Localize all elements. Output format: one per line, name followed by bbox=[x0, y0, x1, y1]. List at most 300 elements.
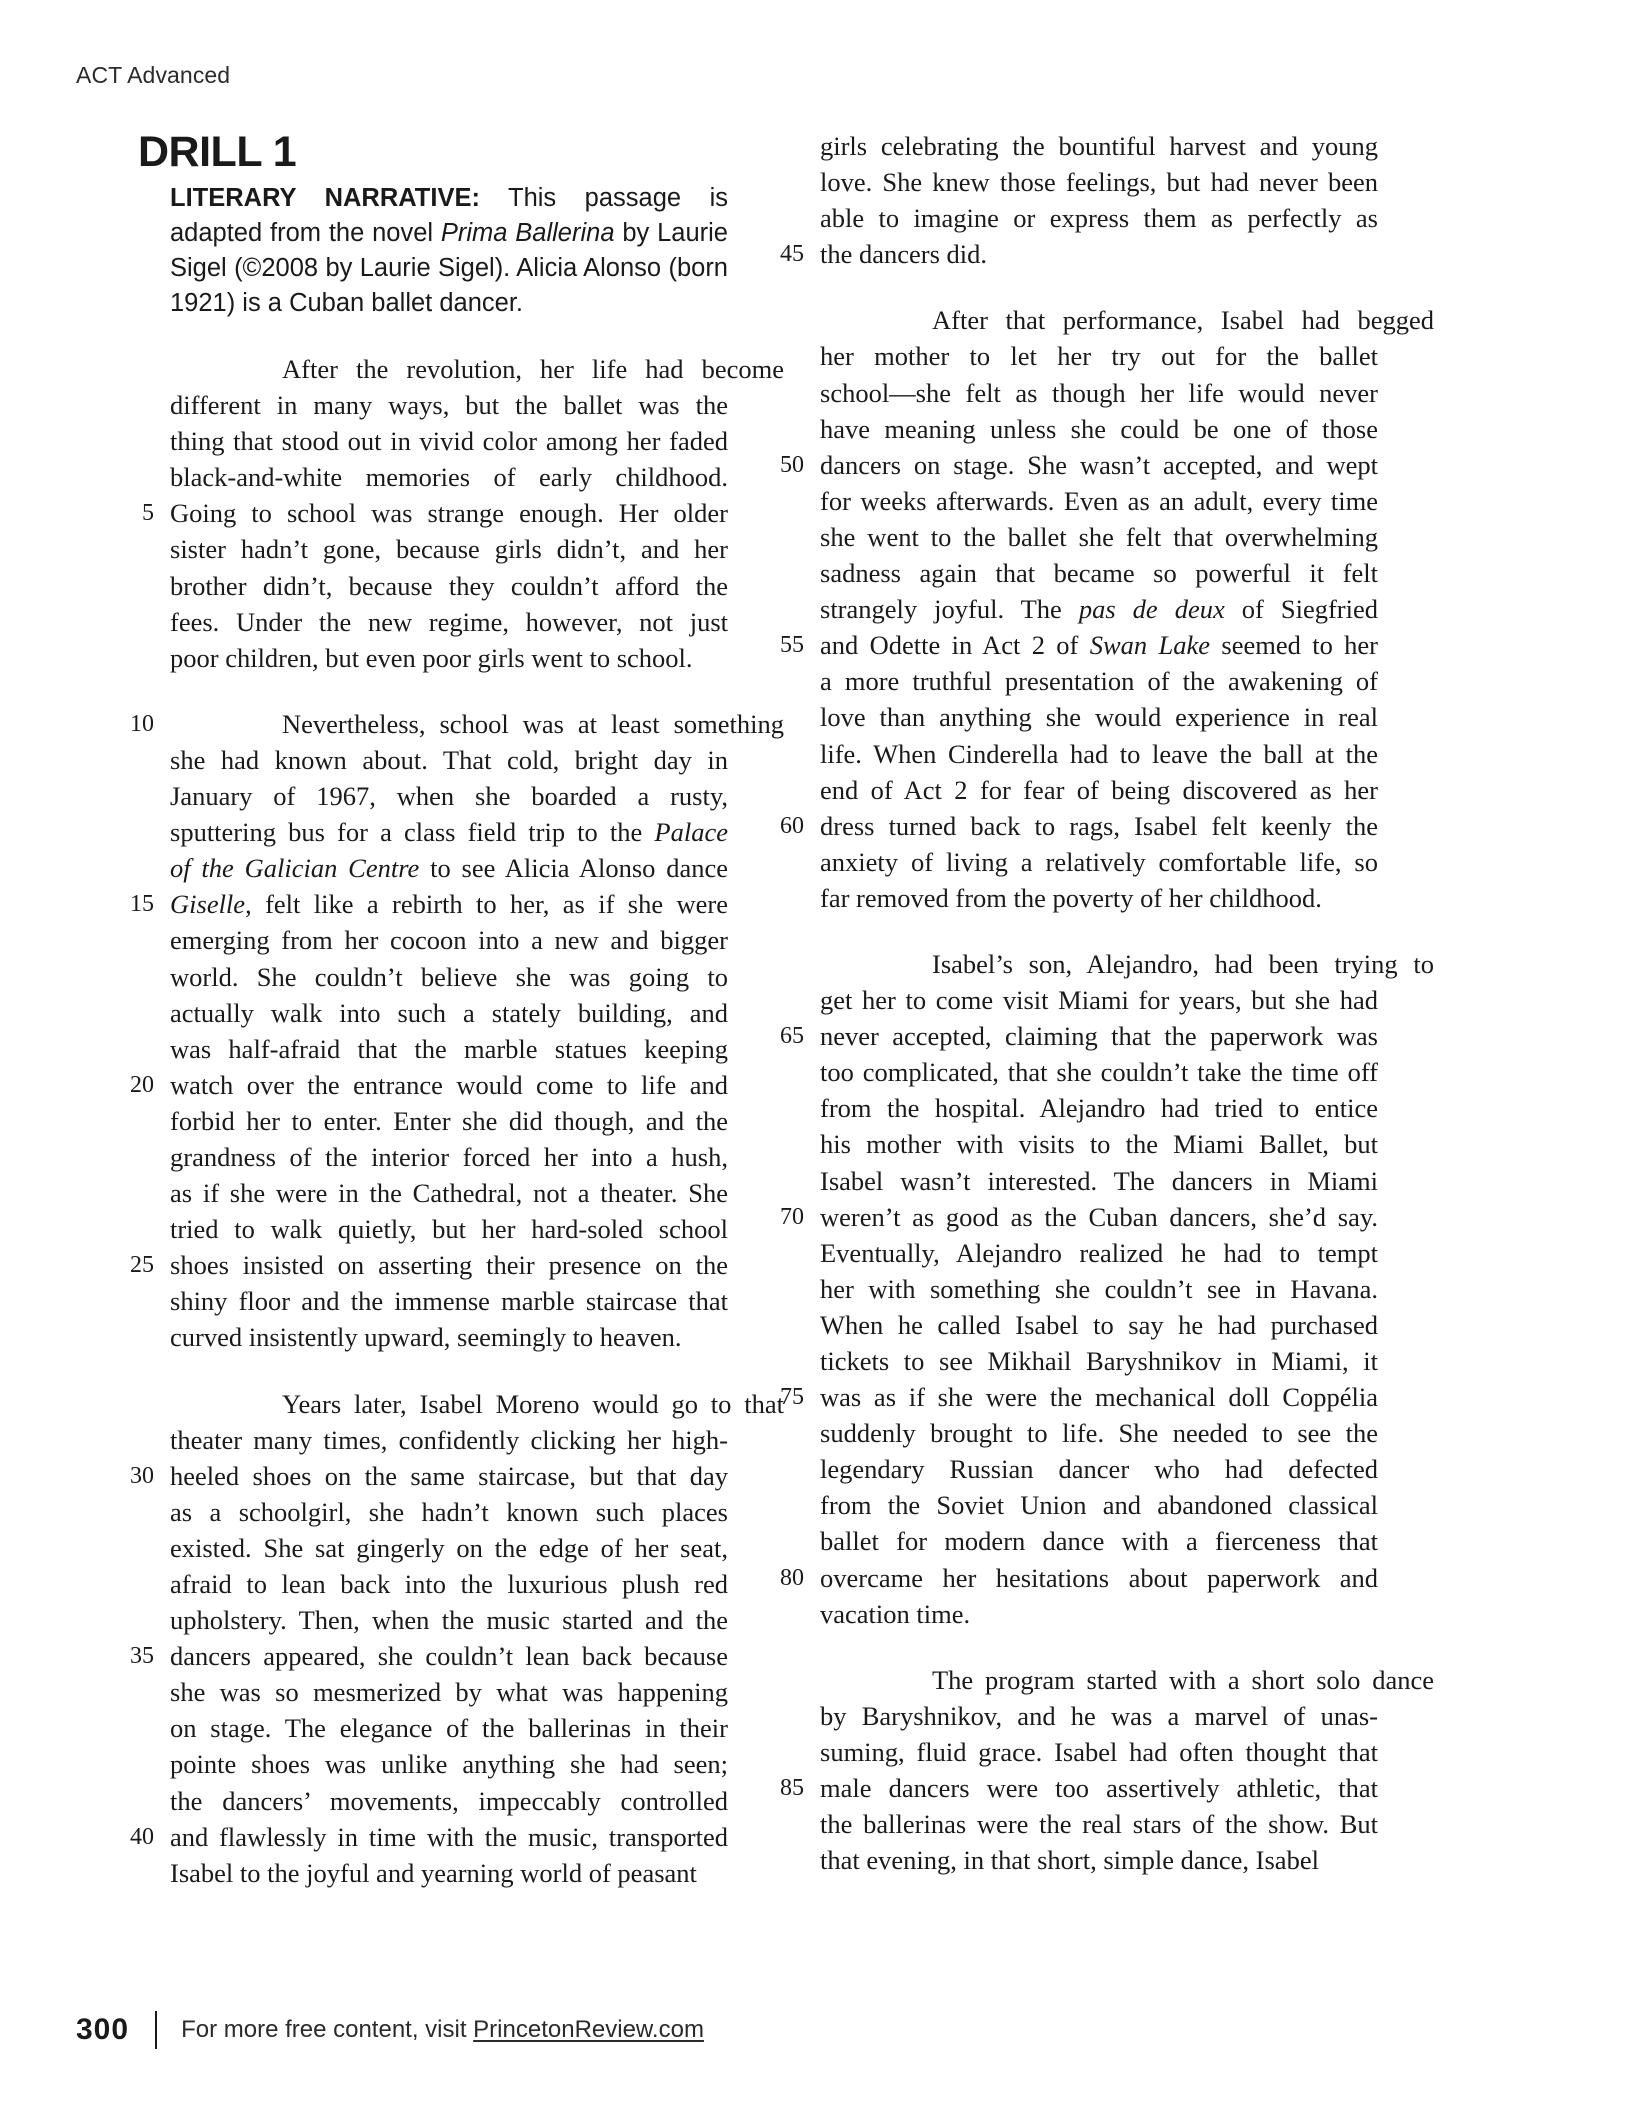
text-run: tickets to see Mikhail Baryshnikov in Miami, it bbox=[820, 1346, 1378, 1376]
text-run: When he called Isabel to say he had purchased bbox=[820, 1309, 1378, 1340]
justified-text bbox=[820, 699, 1378, 735]
passage-line-text bbox=[820, 338, 1378, 374]
passage-line bbox=[758, 699, 1378, 735]
line-number: 5 bbox=[142, 500, 154, 527]
passage-line bbox=[758, 236, 1378, 272]
passage-line bbox=[108, 1103, 728, 1139]
text-run: dancers on stage. She wasn’t accepted, and wept bbox=[820, 449, 1378, 480]
passage-line-text bbox=[170, 1746, 728, 1782]
text-run: life. When Cinderella had to leave the ball at the bbox=[820, 738, 1378, 769]
justified-text bbox=[820, 375, 1378, 411]
text-run: pointe shoes was unlike anything she had seen; bbox=[170, 1749, 728, 1780]
justified-text bbox=[170, 1067, 728, 1103]
line-number: 15 bbox=[130, 891, 154, 918]
text-run: fees. Under the new regime, however, not just bbox=[170, 606, 728, 637]
text-run: sputtering bus for a class field trip to the bbox=[170, 817, 655, 848]
justified-text bbox=[820, 1487, 1378, 1523]
passage-line bbox=[758, 880, 1378, 916]
justified-text bbox=[820, 982, 1378, 1018]
line-number: 60 bbox=[780, 812, 804, 839]
passage-line bbox=[108, 1139, 728, 1175]
passage-paragraph bbox=[108, 351, 784, 676]
passage-line-text bbox=[820, 1487, 1378, 1523]
passage-paragraph bbox=[758, 302, 1434, 916]
justified-text bbox=[170, 1674, 728, 1710]
justified-text bbox=[876, 1662, 1434, 1698]
text-run: anxiety of living a relatively comfortable life, so bbox=[820, 846, 1378, 877]
text-run: far removed from the poverty of her childhood. bbox=[820, 882, 1322, 913]
text-run: her with something she couldn’t see in Havana. bbox=[820, 1273, 1378, 1304]
passage-line bbox=[108, 922, 728, 958]
justified-text bbox=[820, 1415, 1378, 1451]
text-run: love. She knew those feelings, but had never been bbox=[820, 167, 1378, 198]
passage-line bbox=[108, 1602, 728, 1638]
passage-line-text bbox=[820, 1018, 1378, 1054]
justified-text bbox=[170, 742, 728, 778]
justified-text bbox=[820, 519, 1378, 555]
text-run: seemed to her bbox=[1210, 630, 1379, 661]
justified-text bbox=[170, 1211, 728, 1247]
justified-text bbox=[820, 1451, 1378, 1487]
passage-line-text bbox=[820, 946, 1434, 982]
justified-text bbox=[170, 814, 728, 850]
passage-line-text bbox=[820, 1596, 1378, 1632]
passage-line-text bbox=[170, 814, 728, 850]
passage-line bbox=[758, 1596, 1378, 1632]
text-run: After that performance, Isabel had begged bbox=[932, 305, 1434, 336]
line-number: 55 bbox=[780, 632, 804, 659]
text-run: thing that stood out in vivid color among her faded bbox=[170, 426, 728, 457]
passage-line bbox=[758, 1090, 1378, 1126]
passage-line bbox=[758, 1487, 1378, 1523]
line-number: 65 bbox=[780, 1023, 804, 1050]
justified-text bbox=[170, 1746, 728, 1782]
passage-line bbox=[758, 1734, 1378, 1770]
passage-line bbox=[758, 1770, 1378, 1806]
passage-line-text bbox=[170, 1422, 728, 1458]
justified-text bbox=[820, 1126, 1378, 1162]
text-run: suddenly brought to life. She needed to see the bbox=[820, 1418, 1378, 1449]
passage-line-text bbox=[170, 1283, 728, 1319]
passage-line bbox=[758, 1271, 1378, 1307]
passage-line-text bbox=[820, 519, 1378, 555]
passage-line bbox=[108, 568, 728, 604]
justified-text bbox=[170, 886, 728, 922]
text-run: the dancers’ movements, impeccably controlled bbox=[170, 1785, 728, 1816]
text-run: actually walk into such a stately building, and bbox=[170, 997, 728, 1028]
drill-title: DRILL 1 bbox=[138, 128, 297, 176]
passage-line bbox=[758, 1698, 1378, 1734]
passage-line bbox=[758, 1199, 1378, 1235]
text-run: legendary Russian dancer who had defected bbox=[820, 1454, 1378, 1485]
line-number: 30 bbox=[130, 1462, 154, 1489]
justified-text bbox=[170, 459, 728, 495]
text-run: Eventually, Alejandro realized he had to tempt bbox=[820, 1237, 1378, 1268]
text-run: love than anything she would experience in real bbox=[820, 702, 1378, 733]
passage-line-text bbox=[170, 459, 728, 495]
passage-line bbox=[108, 604, 728, 640]
text-run: her mother to let her try out for the ballet bbox=[820, 341, 1378, 372]
passage-line bbox=[758, 1415, 1378, 1451]
text-run: and Odette in Act 2 of bbox=[820, 630, 1090, 661]
passage-line-text bbox=[820, 555, 1378, 591]
passage-line bbox=[758, 982, 1378, 1018]
passage-line bbox=[758, 1235, 1378, 1271]
passage-line-text bbox=[820, 1523, 1378, 1559]
page-footer bbox=[76, 2011, 704, 2049]
text-run: shoes insisted on asserting their presence on the bbox=[170, 1250, 728, 1281]
text-run: to see Alicia Alonso dance bbox=[419, 853, 728, 884]
passage-line bbox=[758, 1054, 1378, 1090]
passage-line-text bbox=[170, 850, 728, 886]
passage-line bbox=[108, 850, 728, 886]
passage-line-text bbox=[170, 1319, 728, 1355]
passage-line-text bbox=[820, 772, 1378, 808]
passage-line bbox=[758, 772, 1378, 808]
justified-text bbox=[226, 351, 784, 387]
justified-text bbox=[820, 411, 1378, 447]
passage-line bbox=[108, 1855, 728, 1891]
text-run: weren’t as good as the Cuban dancers, she’d say. bbox=[820, 1201, 1378, 1232]
justified-text bbox=[820, 663, 1378, 699]
text-run: dancers appeared, she couldn’t lean back because bbox=[170, 1641, 728, 1672]
passage-line bbox=[108, 886, 728, 922]
novel-title: Prima Ballerina bbox=[440, 219, 615, 247]
text-run: male dancers were too assertively athletic, that bbox=[820, 1773, 1378, 1804]
passage-line bbox=[758, 447, 1378, 483]
text-run: as if she were in the Cathedral, not a theater. She bbox=[170, 1178, 728, 1209]
justified-text bbox=[170, 1139, 728, 1175]
passage-line-text bbox=[820, 1126, 1378, 1162]
passage-paragraph bbox=[108, 1386, 784, 1891]
passage-line-text bbox=[170, 531, 728, 567]
passage-line bbox=[758, 736, 1378, 772]
text-run: from the Soviet Union and abandoned classical bbox=[820, 1490, 1378, 1521]
passage-line bbox=[108, 995, 728, 1031]
footer-text bbox=[181, 2016, 704, 2044]
passage-line bbox=[108, 1031, 728, 1067]
justified-text bbox=[170, 1530, 728, 1566]
passage-line-text bbox=[820, 808, 1378, 844]
justified-text bbox=[170, 423, 728, 459]
passage-line bbox=[758, 375, 1378, 411]
text-run: forbid her to enter. Enter she did though, and the bbox=[170, 1105, 728, 1136]
passage-line-text bbox=[170, 351, 784, 387]
justified-text bbox=[170, 1819, 728, 1855]
passage-line bbox=[758, 663, 1378, 699]
passage-line-text bbox=[170, 922, 728, 958]
text-run: never accepted, claiming that the paperwork was bbox=[820, 1021, 1378, 1052]
text-run: on stage. The elegance of the ballerinas in their bbox=[170, 1713, 728, 1744]
passage-line-text bbox=[820, 1343, 1378, 1379]
text-run: strangely joyful. The bbox=[820, 594, 1079, 625]
passage-line bbox=[108, 1247, 728, 1283]
justified-text bbox=[876, 946, 1434, 982]
page-number: 300 bbox=[76, 2013, 130, 2046]
passage-line bbox=[108, 1530, 728, 1566]
passage-line bbox=[108, 459, 728, 495]
passage-line bbox=[758, 946, 1434, 982]
passage-line-text bbox=[170, 1067, 728, 1103]
passage-line bbox=[758, 1842, 1378, 1878]
passage-line bbox=[758, 1806, 1378, 1842]
justified-text bbox=[170, 995, 728, 1031]
text-run: world. She couldn’t believe she was going to bbox=[170, 961, 728, 992]
justified-text bbox=[170, 1494, 728, 1530]
justified-text bbox=[820, 627, 1378, 663]
text-run: she was so mesmerized by what was happening bbox=[170, 1677, 728, 1708]
passage-line bbox=[108, 1746, 728, 1782]
passage-line bbox=[108, 1783, 728, 1819]
line-number: 25 bbox=[130, 1252, 154, 1279]
passage-line-text bbox=[170, 1247, 728, 1283]
text-run: too complicated, that she couldn’t take the time off bbox=[820, 1057, 1378, 1088]
text-run: was as if she were the mechanical doll Coppélia bbox=[820, 1382, 1378, 1413]
passage-line-text bbox=[170, 1674, 728, 1710]
justified-text bbox=[170, 1638, 728, 1674]
passage-line bbox=[758, 627, 1378, 663]
passage-line bbox=[108, 1494, 728, 1530]
justified-text bbox=[820, 808, 1378, 844]
passage-line bbox=[108, 1319, 728, 1355]
text-run: Isabel wasn’t interested. The dancers in Miami bbox=[820, 1165, 1378, 1196]
justified-text bbox=[170, 387, 728, 423]
justified-text bbox=[820, 128, 1378, 164]
passage-line bbox=[108, 1386, 784, 1422]
passage-line bbox=[758, 302, 1434, 338]
passage-line bbox=[108, 742, 728, 778]
text-run: overcame her hesitations about paperwork and bbox=[820, 1562, 1378, 1593]
text-run: of Siegfried bbox=[1224, 594, 1378, 625]
justified-text bbox=[226, 706, 784, 742]
passage-line-text bbox=[820, 1806, 1378, 1842]
justified-text bbox=[170, 604, 728, 640]
passage-line-text bbox=[820, 164, 1378, 200]
text-run: his mother with visits to the Miami Ballet, but bbox=[820, 1129, 1378, 1160]
text-run: afraid to lean back into the luxurious plush red bbox=[170, 1569, 728, 1599]
passage-line-text bbox=[170, 1530, 728, 1566]
passage-line-text bbox=[170, 1638, 728, 1674]
passage-line bbox=[108, 387, 728, 423]
passage-line bbox=[108, 1819, 728, 1855]
passage-line-text bbox=[170, 1783, 728, 1819]
justified-text bbox=[170, 1247, 728, 1283]
passage-line-text bbox=[170, 640, 728, 676]
justified-text bbox=[226, 1386, 784, 1422]
passage-line bbox=[758, 1662, 1434, 1698]
text-run: the dancers did. bbox=[820, 239, 988, 270]
passage-line bbox=[758, 1379, 1378, 1415]
passage-line-text bbox=[820, 844, 1378, 880]
line-number: 40 bbox=[130, 1823, 154, 1850]
passage-line-text bbox=[170, 1139, 728, 1175]
line-number: 10 bbox=[130, 710, 154, 737]
text-run: vacation time. bbox=[820, 1598, 971, 1629]
line-number: 20 bbox=[130, 1071, 154, 1098]
justified-text bbox=[170, 531, 728, 567]
justified-text bbox=[820, 844, 1378, 880]
passage-line-text bbox=[820, 1054, 1378, 1090]
text-run: upholstery. Then, when the music started and the bbox=[170, 1605, 728, 1636]
justified-text bbox=[170, 1031, 728, 1067]
text-run: she went to the ballet she felt that overwhelming bbox=[820, 521, 1378, 552]
passage-line-text bbox=[820, 1734, 1378, 1770]
text-run: theater many times, confidently clicking her high- bbox=[170, 1424, 728, 1455]
passage-line-text bbox=[820, 411, 1378, 447]
italic-run: of the Galician Centre bbox=[170, 853, 420, 884]
passage-line-text bbox=[820, 699, 1378, 735]
line-number: 50 bbox=[780, 451, 804, 478]
justified-text bbox=[170, 1175, 728, 1211]
passage-line bbox=[108, 1211, 728, 1247]
justified-text bbox=[820, 555, 1378, 591]
text-run: Isabel to the joyful and yearning world of peasant bbox=[170, 1857, 697, 1888]
text-run: watch over the entrance would come to life and bbox=[170, 1069, 728, 1100]
text-run: suming, fluid grace. Isabel had often thought that bbox=[820, 1736, 1378, 1767]
passage-line bbox=[108, 778, 728, 814]
text-run: that evening, in that short, simple dance, Isabel bbox=[820, 1845, 1319, 1876]
justified-text bbox=[820, 1271, 1378, 1307]
text-run: shiny floor and the immense marble staircase that bbox=[170, 1286, 728, 1317]
text-run: curved insistently upward, seemingly to heaven. bbox=[170, 1322, 682, 1353]
text-run: emerging from her cocoon into a new and bigger bbox=[170, 925, 728, 956]
text-run: she had known about. That cold, bright day in bbox=[170, 744, 728, 775]
passage-line bbox=[758, 591, 1378, 627]
passage-line bbox=[758, 844, 1378, 880]
text-run: the ballerinas were the real stars of the show. But bbox=[820, 1809, 1378, 1840]
text-run: Going to school was strange enough. Her older bbox=[170, 498, 728, 529]
passage-line-text bbox=[170, 1819, 728, 1855]
passage-line-text bbox=[820, 627, 1378, 663]
passage-line-text bbox=[820, 200, 1378, 236]
text-run: brother didn’t, because they couldn’t afford the bbox=[170, 570, 728, 601]
passage-body-right bbox=[758, 128, 1434, 1878]
justified-text bbox=[820, 1163, 1378, 1199]
passage-line-text bbox=[820, 1199, 1378, 1235]
passage-line-text bbox=[820, 1271, 1378, 1307]
princeton-review-link[interactable]: PrincetonReview.com bbox=[473, 2016, 704, 2043]
text-run: end of Act 2 for fear of being discovered as her bbox=[820, 774, 1378, 805]
justified-text bbox=[820, 1379, 1378, 1415]
passage-line-text bbox=[820, 128, 1378, 164]
passage-paragraph bbox=[758, 946, 1434, 1632]
footer-divider bbox=[155, 2011, 157, 2049]
passage-line-text bbox=[820, 1662, 1434, 1698]
text-run: as a schoolgirl, she hadn’t known such places bbox=[170, 1496, 728, 1527]
line-number: 75 bbox=[780, 1384, 804, 1411]
passage-line-text bbox=[170, 995, 728, 1031]
justified-text bbox=[820, 1018, 1378, 1054]
passage-line-text bbox=[170, 1602, 728, 1638]
passage-body-left bbox=[108, 351, 784, 1891]
justified-text bbox=[170, 922, 728, 958]
justified-text bbox=[170, 1566, 728, 1602]
passage-line bbox=[758, 519, 1378, 555]
passage-line-text bbox=[820, 483, 1378, 519]
passage-line-text bbox=[820, 1698, 1378, 1734]
passage-paragraph bbox=[758, 1662, 1434, 1879]
passage-line bbox=[758, 1451, 1378, 1487]
passage-line bbox=[108, 640, 728, 676]
passage-line bbox=[108, 1566, 728, 1602]
passage-line-text bbox=[170, 778, 728, 814]
passage-line-text bbox=[820, 1451, 1378, 1487]
passage-line-text bbox=[820, 1090, 1378, 1126]
justified-text bbox=[820, 447, 1378, 483]
text-run: sadness again that became so powerful it felt bbox=[820, 558, 1378, 589]
text-run: Nevertheless, school was at least something bbox=[282, 708, 784, 739]
justified-text bbox=[170, 959, 728, 995]
justified-text bbox=[170, 1783, 728, 1819]
passage-line bbox=[758, 1307, 1378, 1343]
passage-line-text bbox=[170, 1566, 728, 1602]
italic-run: Giselle, bbox=[170, 889, 252, 920]
passage-line bbox=[758, 555, 1378, 591]
passage-line-text bbox=[170, 1103, 728, 1139]
two-column-layout bbox=[0, 128, 1648, 1928]
passage-line-text bbox=[820, 1163, 1378, 1199]
passage-line-text bbox=[820, 591, 1378, 627]
passage-line-text bbox=[820, 302, 1434, 338]
passage-line bbox=[758, 1018, 1378, 1054]
line-number: 45 bbox=[780, 241, 804, 268]
passage-line bbox=[758, 483, 1378, 519]
passage-line-text bbox=[170, 886, 728, 922]
passage-line bbox=[108, 1422, 728, 1458]
line-number: 35 bbox=[130, 1643, 154, 1670]
text-run: poor children, but even poor girls went to school. bbox=[170, 642, 693, 673]
justified-text bbox=[820, 164, 1378, 200]
justified-text bbox=[820, 1199, 1378, 1235]
line-number: 80 bbox=[780, 1564, 804, 1591]
text-run: for weeks afterwards. Even as an adult, every time bbox=[820, 485, 1378, 516]
passage-line bbox=[108, 1458, 728, 1494]
justified-text bbox=[820, 1523, 1378, 1559]
justified-text bbox=[820, 1307, 1378, 1343]
justified-text bbox=[820, 772, 1378, 808]
text-run: school—she felt as though her life would never bbox=[820, 377, 1378, 408]
passage-line-text bbox=[170, 1494, 728, 1530]
passage-line bbox=[758, 164, 1378, 200]
passage-line-text bbox=[170, 387, 728, 423]
passage-line bbox=[108, 1175, 728, 1211]
italic-run: Palace bbox=[654, 817, 728, 848]
passage-line-text bbox=[820, 447, 1378, 483]
passage-line-text bbox=[170, 1710, 728, 1746]
text-run: by Baryshnikov, and he was a marvel of unas- bbox=[820, 1700, 1378, 1731]
text-run: Years later, Isabel Moreno would go to that bbox=[282, 1388, 784, 1419]
passage-line bbox=[108, 814, 728, 850]
justified-text bbox=[820, 1343, 1378, 1379]
text-run: able to imagine or express them as perfectly as bbox=[820, 203, 1378, 234]
passage-line bbox=[758, 128, 1378, 164]
passage-line-text bbox=[170, 495, 728, 531]
passage-line-text bbox=[170, 706, 784, 742]
text-run: have meaning unless she could be one of those bbox=[820, 413, 1378, 444]
passage-line-text bbox=[820, 1307, 1378, 1343]
passage-line-text bbox=[170, 1458, 728, 1494]
justified-text bbox=[820, 591, 1378, 627]
passage-line-text bbox=[820, 736, 1378, 772]
justified-text bbox=[820, 1235, 1378, 1271]
text-run: girls celebrating the bountiful harvest and young bbox=[820, 131, 1378, 161]
passage-line-text bbox=[820, 236, 1378, 272]
passage-line-text bbox=[820, 1770, 1378, 1806]
justified-text bbox=[820, 1090, 1378, 1126]
text-run: dress turned back to rags, Isabel felt keenly the bbox=[820, 810, 1378, 841]
text-run: The program started with a short solo dance bbox=[932, 1664, 1434, 1695]
text-run: After the revolution, her life had become bbox=[282, 354, 784, 384]
